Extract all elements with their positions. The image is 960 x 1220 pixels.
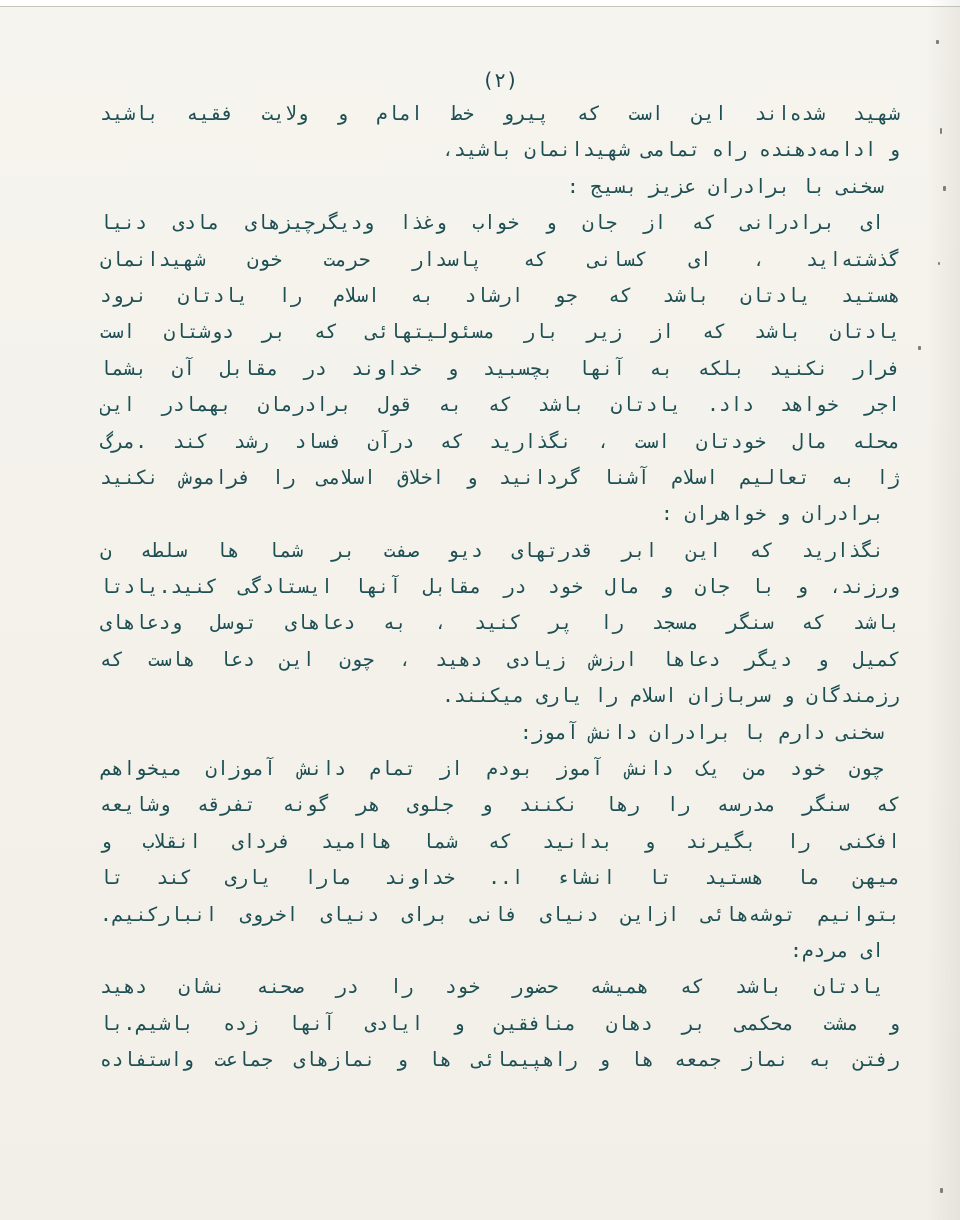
text-line: میهن ما هستید تا انشاء ا.. خداوند مارا یاری کند تا bbox=[100, 866, 900, 890]
text-line: شهید شده‌اند این است که پیرو خط امام و ولایت فقیه باشید bbox=[100, 102, 900, 125]
text-line: باشد که سنگر مسجد را پر کنید ، به دعاهای توسل ودعاهای bbox=[100, 611, 900, 635]
scan-speck bbox=[918, 346, 921, 350]
body-text bbox=[100, 96, 900, 1079]
text-line: رفتن به نماز جمعه ها و راهپیمائی ها و نمازهای جماعت واستفاده bbox=[100, 1048, 900, 1072]
text-line: گذشته‌اید ، ای کسانی که پاسدار حرمت خون شهیدانمان bbox=[100, 247, 900, 271]
section-heading: سخنی با برادران عزیز بسیج : bbox=[567, 174, 884, 198]
scan-speck bbox=[943, 186, 946, 191]
page-number: (۲) bbox=[481, 68, 519, 92]
text-line: نگذارید که این ابر قدرتهای دیو صفت بر شما ها سلطه ن bbox=[100, 538, 884, 562]
text-line: رزمندگان و سربازان اسلام را یاری میکنند. bbox=[442, 684, 900, 708]
section-heading: سخنی دارم با برادران دانش آموز: bbox=[520, 720, 884, 744]
text-line: و مشت محکمی بر دهان منافقین و ایادی آنها زده باشیم.با bbox=[100, 1011, 900, 1035]
text-line: کمیل و دیگر دعاها ارزش زیادی دهید ، چون این دعا هاست که bbox=[100, 647, 900, 671]
section-heading: برادران و خواهران : bbox=[660, 502, 884, 526]
text-line: که سنگر مدرسه را رها نکنند و جلوی هر گونه تفرقه وشایعه bbox=[100, 793, 900, 817]
text-line: محله مال خودتان است ، نگذارید که درآن فساد رشد کند .مرگ bbox=[100, 429, 900, 453]
text-line: اجر خواهد داد. یادتان باشد که به قول برادرمان بهمادر این bbox=[100, 393, 900, 417]
text-line: و ادامه‌دهنده راه تمامی شهیدانمان باشید، bbox=[442, 138, 900, 162]
text-line: بتوانیم توشه‌هائی ازاین دنیای فانی برای دنیای اخروی انبارکنیم. bbox=[100, 902, 900, 926]
scan-speck bbox=[938, 262, 940, 265]
text-line: یادتان باشد که از زیر بار مسئولیتهائی که بر دوشتان است bbox=[100, 320, 900, 344]
scan-speck bbox=[940, 1188, 943, 1193]
text-line: افکنی را بگیرند و بدانید که شما هاامید فردای انقلاب و bbox=[100, 829, 900, 853]
page-edge-shadow bbox=[926, 0, 960, 1220]
text-line: ژا به تعالیم اسلام آشنا گردانید و اخلاق اسلامی را فراموش نکنید bbox=[100, 465, 900, 489]
section-heading: ای مردم: bbox=[790, 938, 884, 962]
text-line: چون خود من یک دانش آموز بودم از تمام دانش آموزان میخواهم bbox=[100, 757, 884, 781]
text-line: ای برادرانی که از جان و خواب وغذا ودیگرچیزهای مادی دنیا bbox=[100, 211, 884, 235]
top-border bbox=[0, 0, 960, 7]
text-line: فرار نکنید بلکه به آنها بچسبید و خداوند در مقابل آن بشما bbox=[100, 356, 900, 380]
text-line: یادتان باشد که همیشه حضور خود را در صحنه نشان دهید bbox=[100, 975, 884, 999]
scan-speck bbox=[940, 128, 942, 134]
text-line: هستید یادتان باشد که جو ارشاد به اسلام را یادتان نرود bbox=[100, 283, 900, 307]
scan-speck bbox=[936, 40, 939, 44]
text-line: ورزند، و با جان و مال خود در مقابل آنها ایستادگی کنید.یادتا bbox=[100, 575, 900, 599]
